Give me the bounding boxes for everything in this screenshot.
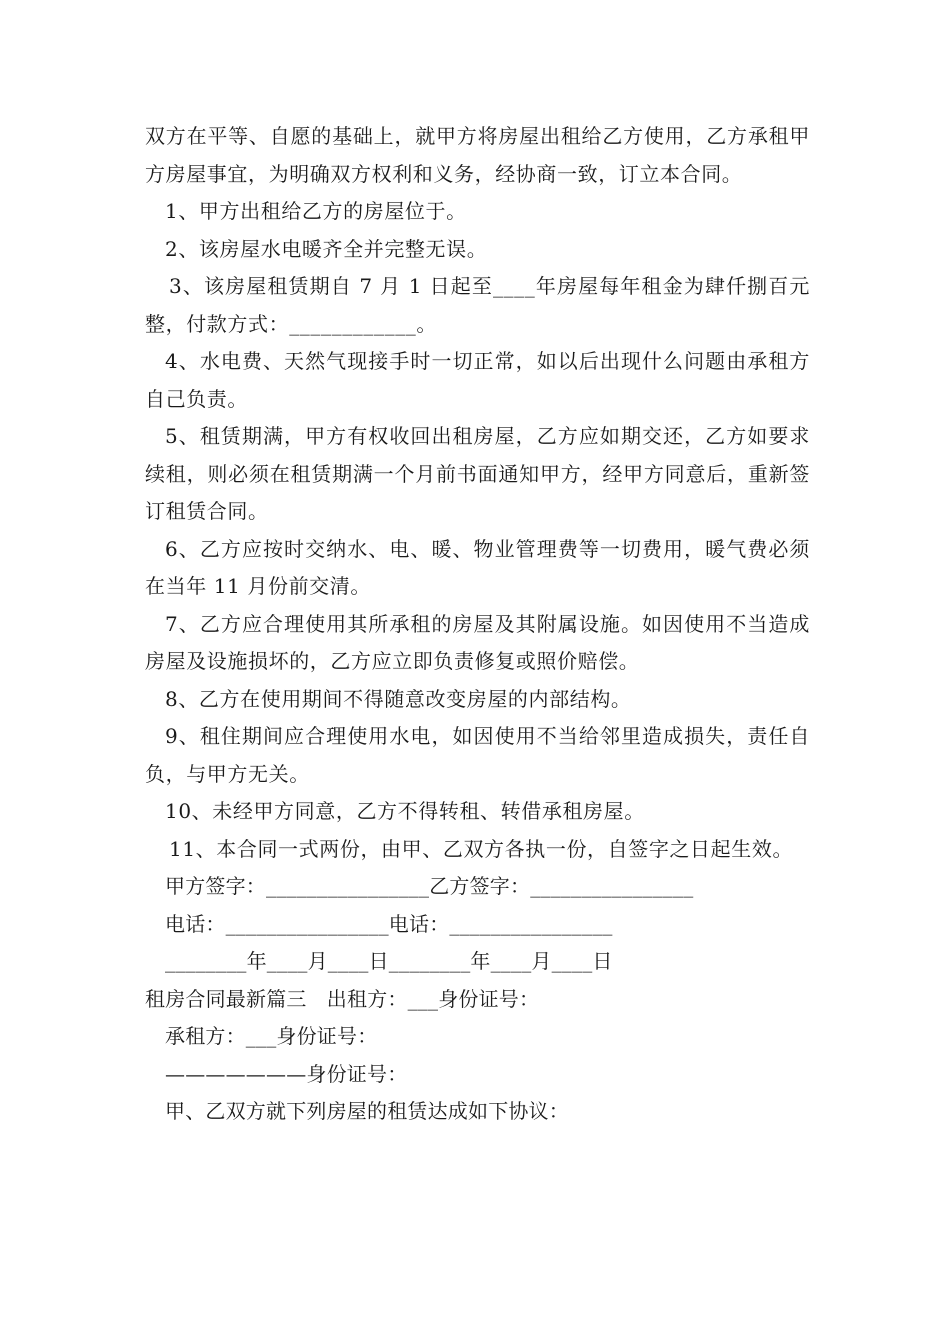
agreement-line: 甲、乙双方就下列房屋的租赁达成如下协议： [165,1099,569,1123]
clause-1: 1、甲方出租给乙方的房屋位于。 [165,199,467,223]
clause-5: 5、租赁期满，甲方有权收回出租房屋，乙方应如期交还，乙方如要求续租，则必须在租赁期满一个月前书面通知甲方，经甲方同意后，重新签订租赁合同。 [145,424,810,523]
clause-9: 9、租住期间应合理使用水电，如因使用不当给邻里造成损失，责任自负，与甲方无关。 [145,724,810,786]
clause-10: 10、未经甲方同意，乙方不得转租、转借承租房屋。 [165,799,645,823]
clause-11: 11、本合同一式两份，由甲、乙双方各执一份，自签字之日起生效。 [169,836,794,861]
clause-8: 8、乙方在使用期间不得随意改变房屋的内部结构。 [165,686,632,711]
section-heading-line: 租房合同最新篇三 出租方：___身份证号： [145,986,540,1011]
clause-7: 7、乙方应合理使用其所承租的房屋及其附属设施。如因使用不当造成房屋及设施损坏的，乙方应立即负责修复或照价赔偿。 [145,611,810,673]
clause-3: 3、该房屋租赁期自 7 月 1 日起至____年房屋每年租金为肆仟捌百元整，付款方式：____________。 [145,274,810,336]
phone-line: 电话：________________电话：________________ [165,911,613,936]
contract-body [145,118,810,1131]
signature-line: 甲方签字：________________乙方签字：________________ [165,874,694,898]
clause-6: 6、乙方应按时交纳水、电、暖、物业管理费等一切费用，暖气费必须在当年 11 月份前交清。 [145,536,810,598]
clause-2: 2、该房屋水电暖齐全并完整无误。 [165,236,488,261]
clause-4: 4、水电费、天然气现接手时一切正常，如以后出现什么问题由承租方自己负责。 [145,349,810,411]
date-line: ________年____月____日________年____月____日 [165,949,613,973]
tenant-line: 承租方：___身份证号： [165,1024,378,1048]
dash-line: ———————身份证号： [165,1061,408,1086]
contract-intro: 双方在平等、自愿的基础上，就甲方将房屋出租给乙方使用，乙方承租甲方房屋事宜，为明确双方权利和义务，经协商一致，订立本合同。 [145,124,810,186]
